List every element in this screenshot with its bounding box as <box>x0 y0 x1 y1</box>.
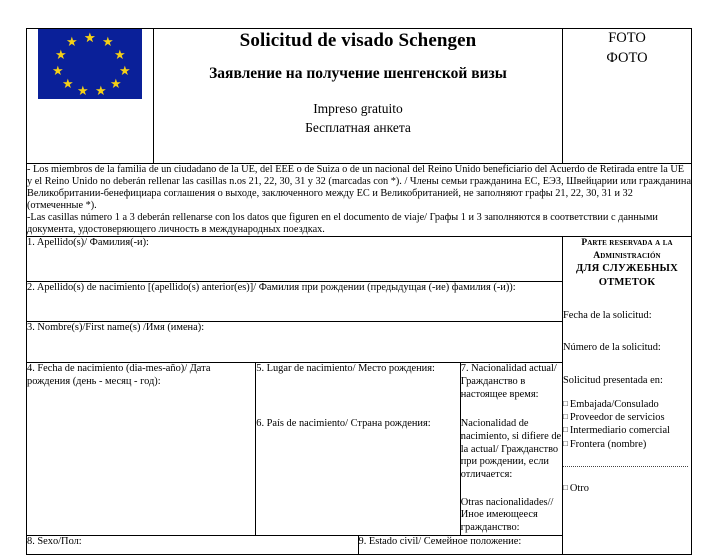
admin-submission-options <box>563 398 691 451</box>
field-7-birth-nationality-label: Nacionalidad de nacimiento, si difiere de la actual/ Гражданство при рождении, если отличается: <box>460 418 562 481</box>
admin-heading-ru-line2: ОТМЕТОК <box>598 276 656 288</box>
admin-option-service-provider-label: Proveedor de servicios <box>569 411 665 423</box>
field-1-surname[interactable] <box>27 237 563 282</box>
field-2-birth-surname[interactable] <box>27 282 563 322</box>
checkbox-icon[interactable]: □ <box>563 425 568 435</box>
field-6-label: 6. País de nacimiento/ Страна рождения: <box>256 417 431 429</box>
field-row-1 <box>27 237 692 282</box>
notice-row <box>27 164 692 237</box>
admin-heading-es-line1: Parte reservada a la <box>581 238 673 249</box>
field-3-label: 3. Nombre(s)/First name(s) /Имя (имена): <box>27 322 205 334</box>
field-4-label: 4. Fecha de nacimiento (dia-mes-año)/ Дата рождения (день - месяц - год): <box>27 363 211 387</box>
field-3-first-names[interactable] <box>27 322 563 363</box>
subtitle-es: Impreso gratuito <box>313 101 403 117</box>
checkbox-icon[interactable]: □ <box>563 482 568 492</box>
admin-option-other-label: Otro <box>569 482 589 494</box>
field-8-sex[interactable] <box>27 535 359 554</box>
page-title-ru: Заявление на получение шенгенской визы <box>209 64 507 82</box>
admin-option-service-provider[interactable] <box>563 411 691 424</box>
checkbox-icon[interactable]: □ <box>563 411 568 421</box>
field-2-label: 2. Apellido(s) de nacimiento [(apellido(s) anterior(es)]/ Фамилия при рождении (предыдущая (-ие) фамилия (-и)): <box>27 282 516 294</box>
photo-label-es: FOTO <box>608 30 646 46</box>
notice-cell <box>27 164 692 237</box>
notice-paragraph-2: -Las casillas número 1 a 3 deberán rellenarse con los datos que figuren en el documento de viaje/ Графы 1 и 3 заполняются в соответствии с данными документа, удостоверяющего личность в международных поездках. <box>27 212 658 236</box>
field-9-marital-status[interactable] <box>358 535 563 554</box>
subtitle-ru: Бесплатная анкета <box>305 119 411 135</box>
field-4-date-of-birth[interactable] <box>27 363 256 536</box>
admin-submitted-label: Solicitud presentada en: <box>563 374 663 386</box>
admin-option-commercial-intermediary-label: Intermediario comercial <box>569 425 670 437</box>
admin-heading-es-line2: Administración <box>593 250 661 261</box>
notice-paragraph-1: - Los miembros de la familia de un ciudadano de la UE, del EEE o de Suiza o de un nacional del Reino Unido beneficiario del Acuerdo de Retirada entre la UE y el Reino Unido no deberán rellenar las casillas n.os 21, 22, 30, 31 y 32 (marcadas con *). / Члены семьи гражданина ЕС, ЕЭЗ, Швейцарии или гражданина Великобритании-бенефициара соглашения о выходе, заключенного между ЕС и Великобританией, не заполняют графы 21, 22, 30, 31 и 32 (отмеченные *). <box>27 164 692 212</box>
field-1-label: 1. Apellido(s)/ Фамилия(-и): <box>27 237 149 249</box>
checkbox-icon[interactable]: □ <box>563 398 568 408</box>
admin-heading <box>563 237 691 289</box>
photo-placeholder-cell <box>563 29 692 164</box>
checkbox-icon[interactable]: □ <box>563 438 568 448</box>
title-cell <box>154 29 563 164</box>
field-5-label: 5. Lugar de nacimiento/ Место рождения: <box>256 363 435 375</box>
field-7-other-nationalities-label: Otras nacionalidades// Иное имеющееся гражданство: <box>460 496 554 534</box>
administration-column <box>563 237 692 555</box>
field-5-6-place-country-of-birth[interactable] <box>256 363 461 536</box>
field-9-label: 9. Estado civil/ Семейное положение: <box>358 535 522 547</box>
header-row <box>27 29 692 164</box>
european-union-flag-icon <box>38 29 142 99</box>
admin-option-other[interactable] <box>563 483 691 496</box>
admin-dotted-write-in-line[interactable] <box>563 465 688 467</box>
photo-label-ru: ФОТО <box>606 49 648 66</box>
field-8-label: 8. Sexo/Пол: <box>27 535 82 547</box>
admin-option-border-label: Frontera (nombre) <box>569 438 647 450</box>
admin-option-border[interactable] <box>563 438 691 451</box>
flag-cell <box>27 29 154 164</box>
field-7-nationality[interactable] <box>460 363 562 536</box>
admin-option-embassy[interactable] <box>563 398 691 411</box>
admin-option-embassy-label: Embajada/Consulado <box>569 398 659 410</box>
field-7-label: 7. Nacionalidad actual/ Гражданство в настоящее время: <box>460 363 557 400</box>
admin-number-label: Número de la solicitud: <box>563 342 661 354</box>
visa-application-form <box>26 28 692 555</box>
admin-heading-ru-line1: ДЛЯ СЛУЖЕБНЫХ <box>576 262 678 274</box>
page-title-es: Solicitud de visado Schengen <box>239 30 477 51</box>
admin-date-label: Fecha de la solicitud: <box>563 309 652 321</box>
admin-option-commercial-intermediary[interactable] <box>563 424 691 437</box>
